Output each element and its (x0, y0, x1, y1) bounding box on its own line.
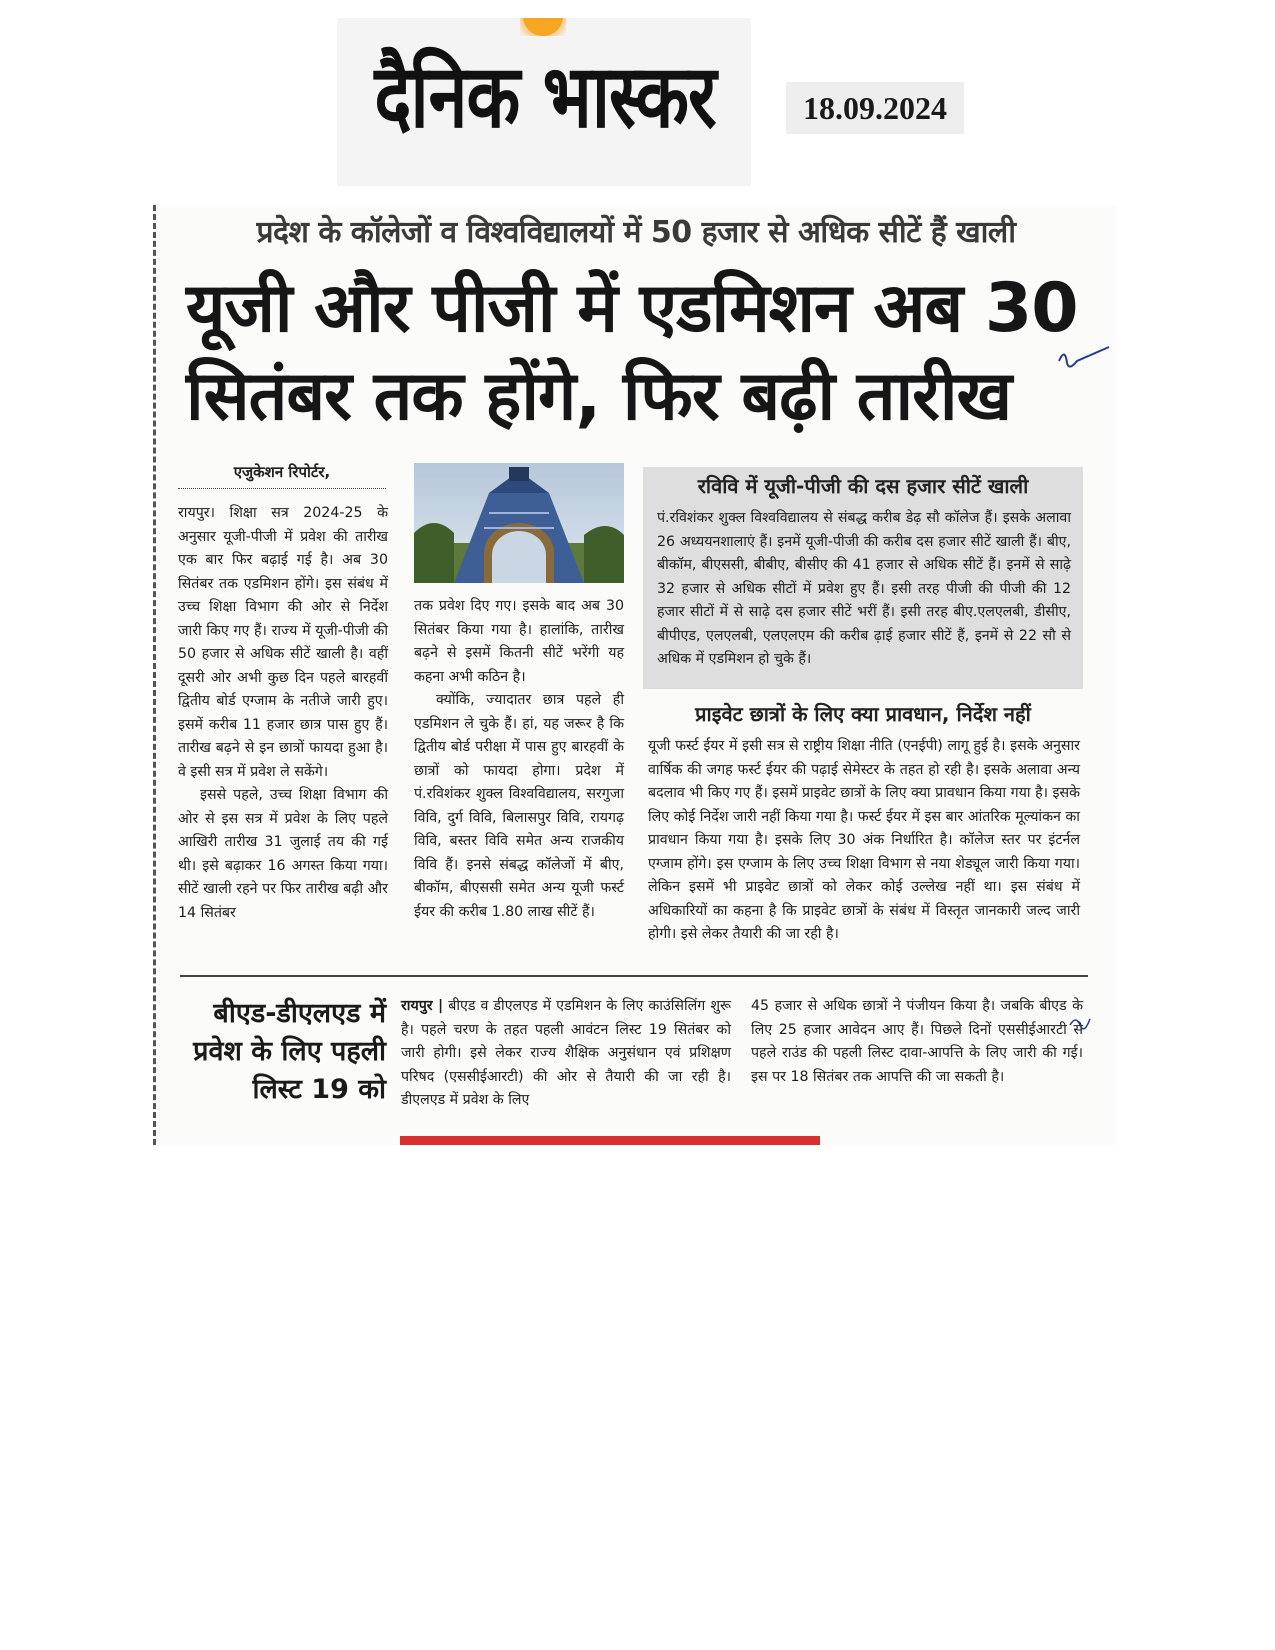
masthead (337, 18, 751, 186)
brief-headline: बीएड-डीएलएड में प्रवेश के लिए पहली लिस्ट 19 को (193, 998, 386, 1105)
sidebar-box (643, 467, 1083, 689)
sidebar-box-title: रविवि में यूजी-पीजी की दस हजार सीटें खाली (697, 474, 1029, 498)
sidebar-box-text: पं.रविशंकर शुक्ल विश्वविद्यालय से संबद्ध करीब डेढ़ सौ कॉलेज हैं। इसके अलावा 26 अध्ययनशालाएं हैं। इनमें यूजी-पीजी की करीब दस हजार सीटें खाली हैं। बीए, बीकॉम, बीएससी, बीबीए, बीसीए की 41 हजार से अधिक सीटें हैं। इनमें से साढ़े 32 हजार से अधिक सीटों में प्रवेश हुए हैं। इसी तरह पीजी की पीजी की 12 हजार सीटों में से साढ़े दस हजार सीटें भरीं हैं। इसी तरह बीए.एलएलबी, डीसीए, बीपीएड, एलएलबी, एलएलएम की करीब ढ़ाई हजार सीटें हैं, इनमें से 22 सौ से अधिक में एडमिशन हो चुके हैं। (657, 510, 1071, 667)
brief-dateline: रायपुर | (401, 998, 444, 1014)
brief-text-1: बीएड व डीएलएड में एडमिशन के लिए काउंसिलिंग शुरू है। पहले चरण के तहत पहली आवंटन लिस्ट 19 सितंबर को जारी होगी। इसे लेकर राज्य शैक्षिक अनुसंधान एवं प्रशिक्षण परिषद (एससीईआरटी) की ओर से तैयारी की जा रही है। डीएलएड में प्रवेश के लिए (401, 998, 731, 1108)
brief-column-2: 45 हजार से अधिक छात्रों ने पंजीयन किया है। जबकि बीएड के लिए 25 हजार आवेदन आए हैं। पिछले दिनों एससीईआरटी से पहले राउंड की पहली लिस्ट दावा-आपत्ति के लिए जारी की गई। इस पर 18 सितंबर तक आपत्ति की जा सकती है। (751, 998, 1083, 1085)
subhead-private-students: प्राइवेट छात्रों के लिए क्या प्रावधान, निर्देश नहीं (695, 702, 1031, 726)
divider (180, 975, 1088, 977)
private-students-text: यूजी फर्स्ट ईयर में इसी सत्र से राष्ट्रीय शिक्षा नीति (एनईपी) लागू हुई है। इसके अनुसार वार्षिक की जगह फर्स्ट ईयर की पढ़ाई सेमेस्टर के तहत हो रही है। इसके अलावा अन्य बदलाव भी किए गए हैं। इसमें प्राइवेट छात्रों के लिए क्या प्रावधान किया गया है। इसके लिए कोई निर्देश जारी नहीं किया गया है। फर्स्ट ईयर में इस बार आंतरिक मूल्यांकन का प्रावधान किया गया है। इसके लिए 30 अंक निर्धारित है। कॉलेज स्तर पर इंटर्नल एग्जाम होंगे। इस एग्जाम के लिए उच्च शिक्षा विभाग से नया शेड्यूल जारी किया गया। लेकिन इसमें भी प्राइवेट छात्रों को लेकर कोई उल्लेख नहीं था। इस संबंध में अधिकारियों का कहना है कि प्राइवेट छात्रों के संबंध में विस्तृत जानकारी जल्द जारी होगी। इसे लेकर तैयारी की जा रही है। (648, 738, 1080, 942)
headline-line-2: सितंबर तक होंगे, फिर बढ़ी तारीख (186, 357, 1012, 436)
paragraph: क्योंकि, ज्यादातर छात्र पहले ही एडमिशन ले चुके हैं। हां, यह जरूर है कि द्वितीय बोर्ड परीक्षा में पास हुए बारहवीं के छात्रों को फायदा होगा। प्रदेश में पं.रविशंकर शुक्ल विश्वविद्यालय, सरगुजा विवि, दुर्ग विवि, बिलासपुर विवि, रायगढ़ विवि, बस्तर विवि समेत अन्य राजकीय विवि हैं। इनसे संबद्ध कॉलेजों में बीए, बीकॉम, बीएससी समेत अन्य यूजी फर्स्ट ईयर की करीब 1.80 लाख सीटें हैं। (414, 692, 624, 920)
university-gate-image (414, 463, 624, 583)
clipping-edge-stripe (400, 1136, 820, 1145)
publication-date: 18.09.2024 (803, 89, 947, 126)
paragraph: इससे पहले, उच्च शिक्षा विभाग की ओर से इस सत्र में प्रवेश के लिए पहले आखिरी तारीख 31 जुलाई तय की गई थी। इसे बढ़ाकर 16 अगस्त किया गया। सीटें खाली रहने पर फिर तारीख बढ़ी और 14 सितंबर (178, 787, 388, 921)
paragraph: रायपुर। शिक्षा सत्र 2024-25 के अनुसार यूजी-पीजी में प्रवेश की तारीख एक बार फिर बढ़ाई गई है। अब 30 सितंबर तक एडमिशन होंगे। इस संबंध में उच्च शिक्षा विभाग की ओर से निर्देश जारी किए गए हैं। राज्य में यूजी-पीजी की 50 हजार से अधिक सीटें खाली है। वहीं दूसरी ओर अभी कुछ दिन पहले बारहवीं द्वितीय बोर्ड एग्जाम के नतीजे जारी हुए। इसमें करीब 11 हजार छात्र पास हुए हैं। तारीख बढ़ने से इन छात्रों फायदा हुआ है। वे इसी सत्र में प्रवेश ले सकेंगे। (178, 505, 388, 780)
article-column-2 (414, 595, 624, 924)
sun-logo-icon (520, 18, 566, 36)
headline-line-1: यूजी और पीजी में एडमिशन अब 30 (186, 269, 1078, 348)
brief-column-1 (401, 995, 731, 1113)
paragraph: तक प्रवेश दिए गए। इसके बाद अब 30 सितंबर किया गया है। हालांकि, तारीख बढ़ने से इसमें कितनी सीटें भरेंगी यह कहना अभी कठिन है। (414, 598, 624, 685)
byline: एजुकेशन रिपोर्टर, (178, 462, 386, 489)
pen-tick-icon (1053, 345, 1113, 375)
news-clipping (153, 205, 1116, 1145)
date-box (786, 82, 964, 134)
article-column-1 (178, 502, 388, 925)
newspaper-name: दैनिक भास्कर (374, 45, 716, 148)
gate-photo (414, 463, 624, 583)
pen-mark-icon (1068, 1013, 1092, 1031)
kicker: प्रदेश के कॉलेजों व विश्वविद्यालयों में 50 हजार से अधिक सीटें हैं खाली (256, 215, 1016, 250)
headline (186, 265, 1086, 441)
